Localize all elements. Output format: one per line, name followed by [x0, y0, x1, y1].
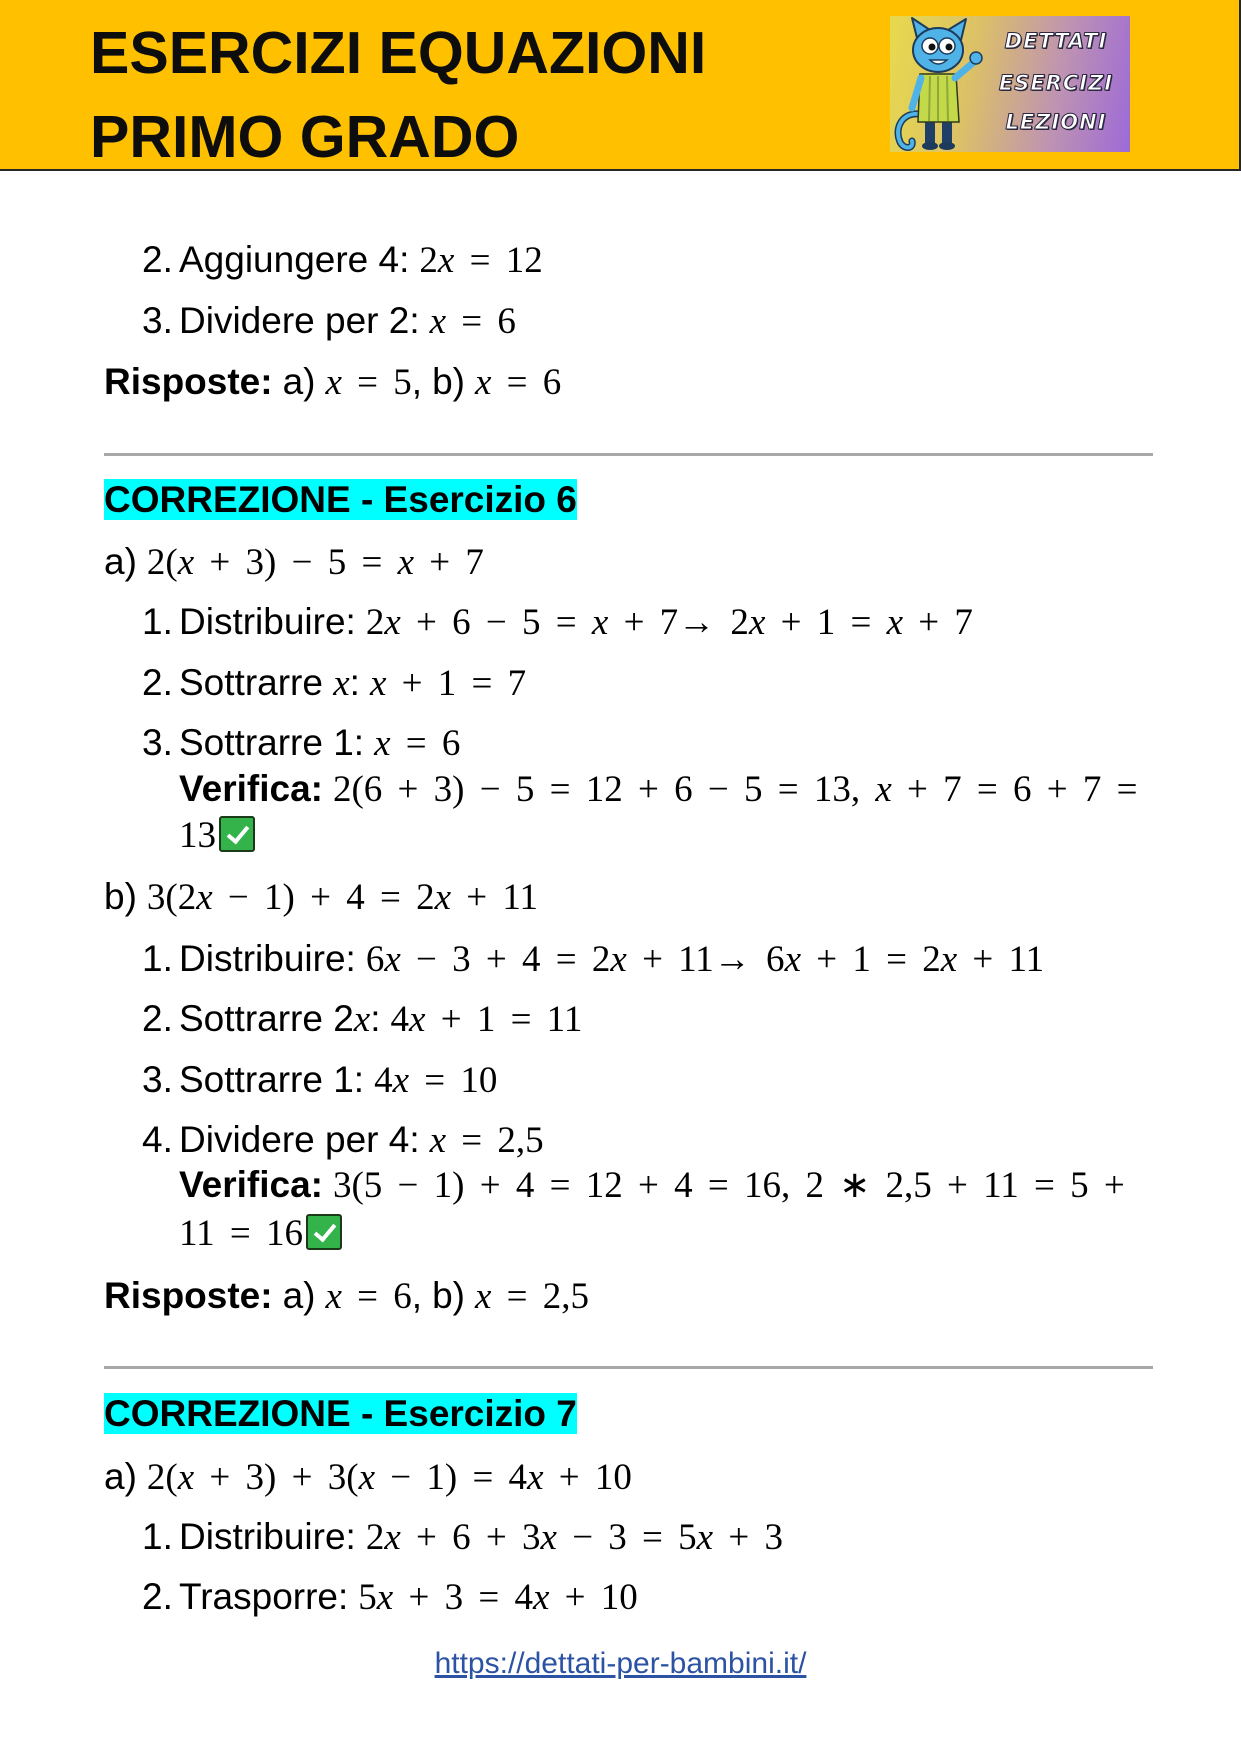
step-math: x = 6: [429, 301, 516, 342]
verification-math: 3(5 − 1) + 4 = 12 + 4 = 16, 2 ∗ 2,5 + 11 = 5 +: [332, 1165, 1125, 1206]
step-number: 4.: [142, 1119, 173, 1160]
step-math: 2x + 6 − 5 = x + 7→ 2x + 1 = x + 7: [365, 602, 973, 643]
correction-heading-7: [104, 1384, 577, 1444]
step-math: 6x − 3 + 4 = 2x + 11→ 6x + 1 = 2x + 11: [365, 939, 1045, 980]
list-item: [142, 1050, 497, 1110]
step-label: Sottrarre 2x:: [179, 998, 381, 1040]
list-item: [142, 989, 582, 1049]
section-divider: [104, 1366, 1153, 1369]
answer-a-math: x = 5: [325, 362, 412, 403]
answers-line: [104, 1266, 589, 1326]
problem-label: a): [104, 541, 137, 582]
step-label: Sottrarre 1:: [179, 722, 365, 763]
website-link[interactable]: https://dettati-per-bambini.it/: [434, 1647, 807, 1680]
answer-separator: ,: [411, 1275, 423, 1316]
answer-separator: ,: [411, 361, 423, 402]
correction-heading-6: [104, 470, 577, 530]
problem-statement-a: [104, 1447, 632, 1507]
step-number: 3.: [142, 300, 173, 341]
answers-line: [104, 352, 561, 412]
step-math: 5x + 3 = 4x + 10: [358, 1577, 638, 1618]
answer-a-label: a): [282, 361, 316, 402]
answers-label: Risposte:: [104, 1275, 273, 1316]
verification-label: Verifica:: [179, 1164, 323, 1205]
answer-b-math: x = 2,5: [474, 1276, 590, 1317]
check-mark-icon: [219, 816, 255, 852]
logo-text-esercizi: ESERCIZI: [998, 71, 1114, 95]
list-item: [142, 653, 526, 713]
problem-equation: 2(x + 3) − 5 = x + 7: [146, 542, 484, 583]
step-number: 2.: [142, 998, 173, 1039]
verification-line: [179, 759, 1137, 819]
logo-text-dettati: DETTATI: [1004, 29, 1108, 53]
step-label: Distribuire:: [179, 601, 356, 642]
step-label: Aggiungere 4:: [179, 239, 410, 280]
step-math: 2x = 12: [419, 240, 543, 281]
step-math: 2x + 6 + 3x − 3 = 5x + 3: [365, 1517, 783, 1558]
verification-math: 2(6 + 3) − 5 = 12 + 6 − 5 = 13, x + 7 = 6 + 7 =: [332, 769, 1138, 810]
step-math: x + 1 = 7: [369, 663, 527, 704]
check-mark-icon: [306, 1214, 342, 1250]
step-label: Dividere per 4:: [179, 1119, 420, 1160]
step-label: Distribuire:: [179, 938, 356, 979]
list-item: [142, 1567, 638, 1627]
header-band: [0, 0, 1241, 171]
logo-text-lezioni: LEZIONI: [1005, 110, 1107, 134]
step-number: 1.: [142, 938, 173, 979]
answer-b-label: b): [432, 1275, 465, 1316]
step-number: 2.: [142, 239, 173, 280]
step-label: Dividere per 2:: [179, 300, 420, 341]
problem-label: a): [104, 1456, 137, 1497]
problem-label: b): [104, 876, 137, 917]
site-logo: [890, 16, 1130, 152]
title-line-2: PRIMO GRADO: [90, 104, 520, 170]
cat-mascot-icon: [890, 16, 985, 152]
step-math: x = 6: [374, 723, 461, 764]
title-line-1: ESERCIZI EQUAZIONI: [90, 20, 707, 86]
step-math: 4x + 1 = 11: [390, 999, 583, 1040]
list-item: [142, 929, 1044, 989]
heading-text: CORREZIONE - Esercizio 6: [104, 479, 577, 520]
step-number: 1.: [142, 601, 173, 642]
step-label: Distribuire:: [179, 1516, 356, 1557]
problem-equation: 2(x + 3) + 3(x − 1) = 4x + 10: [146, 1457, 632, 1498]
list-item: [142, 592, 973, 652]
step-math: 4x = 10: [374, 1060, 498, 1101]
answer-a-math: x = 6: [325, 1276, 412, 1317]
section-divider: [104, 453, 1153, 456]
step-label: Sottrarre x:: [179, 662, 360, 704]
step-label: Sottrarre 1:: [179, 1059, 365, 1100]
verification-line-continued: [179, 805, 255, 865]
verification-result: 13: [179, 815, 216, 856]
step-number: 3.: [142, 1059, 173, 1100]
step-math: x = 2,5: [429, 1120, 544, 1161]
step-number: 2.: [142, 662, 173, 703]
heading-text: CORREZIONE - Esercizio 7: [104, 1393, 577, 1434]
answers-label: Risposte:: [104, 361, 273, 402]
answer-b-label: b): [432, 361, 465, 402]
verification-result: 11 = 16: [179, 1213, 303, 1254]
list-item: [142, 230, 543, 290]
verification-line-continued: [179, 1203, 342, 1263]
problem-statement-a: [104, 532, 484, 592]
step-number: 2.: [142, 1576, 173, 1617]
list-item: [142, 1507, 783, 1567]
step-number: 3.: [142, 722, 173, 763]
verification-label: Verifica:: [179, 768, 323, 809]
answer-a-label: a): [282, 1275, 316, 1316]
problem-equation: 3(2x − 1) + 4 = 2x + 11: [146, 877, 539, 918]
answer-b-math: x = 6: [474, 362, 562, 403]
step-label: Trasporre:: [179, 1576, 349, 1617]
problem-statement-b: [104, 867, 538, 927]
step-number: 1.: [142, 1516, 173, 1557]
list-item: [142, 291, 516, 351]
